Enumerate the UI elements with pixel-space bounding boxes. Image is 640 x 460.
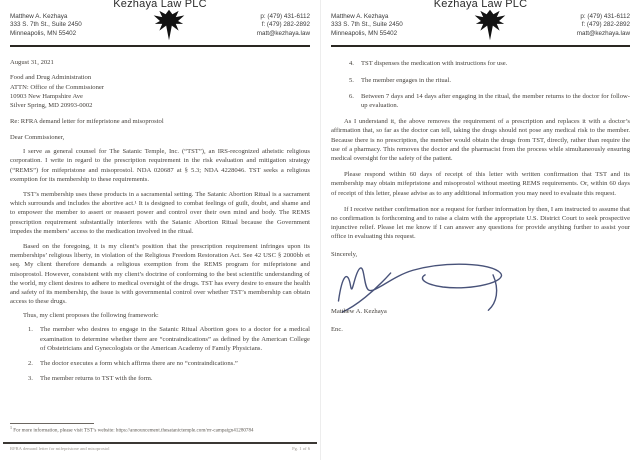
- letterhead: [331, 0, 630, 47]
- email-address: matt@kezhaya.law: [256, 29, 310, 37]
- letterhead-rule: [331, 45, 630, 47]
- address-line-2: Minneapolis, MN 55402: [331, 29, 398, 37]
- firm-name: Kezhaya Law PLC: [433, 0, 528, 10]
- address-line-1: 333 S. 7th St., Suite 2450: [10, 21, 82, 29]
- enclosure-notation: Enc.: [331, 325, 343, 333]
- list-number: 2.: [28, 359, 33, 367]
- email-address: matt@kezhaya.law: [576, 29, 630, 37]
- fax-number: f: (479) 282-2892: [261, 21, 310, 29]
- footnote-url: https://announcement.thesatanictemple.com/rrr-campaign41280784: [115, 428, 254, 434]
- phone-number: p: (479) 431-6112: [260, 13, 310, 20]
- letterhead-attorney-block: [331, 13, 403, 38]
- signature: [331, 260, 630, 314]
- page-footer: [10, 446, 310, 451]
- list-text: The doctor executes a form which affirms there are no “contraindications.”: [40, 359, 238, 367]
- body-paragraph: I serve as general counsel for The Satanic Temple, Inc. (“TST”), an IRS-recognized atheistic religious corporation. I write in regard to the prescription requirement in the risk evaluation and mitigation strategy (“REMS”) for mifepristone and misoprostol. NDA 020687 at § 5.3; NDA 4228046. TST seeks a religious exemption for its membership to these requirements.: [10, 148, 310, 183]
- letterhead-attorney-block: [10, 13, 82, 38]
- list-item: [349, 59, 630, 68]
- phone-number: p: (479) 431-6112: [580, 13, 630, 20]
- list-text: The member engages in the ritual.: [361, 76, 452, 84]
- fax-number: f: (479) 282-2892: [581, 21, 630, 29]
- recipient-line: Food and Drug Administration: [10, 74, 92, 82]
- signer-name: Matthew A. Kezhaya: [331, 307, 387, 315]
- body-paragraph: As I understand it, the above removes the requirement of a prescription and replaces it with a doctor’s affirmation that, so far as the doctor can tell, taking the drugs should not pose any medical risk to the member. Because there is no prescription, the member would obtain the drugs from TST, directly, rather than require the use of a pharmacy. This removes the doctor and the pharmacist from the process while simultaneously ensuring medical oversight for the safety of the patient.: [331, 118, 630, 162]
- list-text: TST dispenses the medication with instructions for use.: [361, 60, 508, 68]
- list-item: [349, 92, 630, 110]
- footnote-marker: 1: [10, 425, 12, 431]
- footnote-text: For more information, please visit TST’s website:: [13, 428, 115, 434]
- recipient-line: ATTN: Office of the Commissioner: [10, 83, 105, 91]
- list-item: [349, 76, 630, 85]
- body-paragraph: If I receive neither confirmation nor a request for further information by then, I am instructed to assume that no confirmation is forthcoming and to raise a claim with the appropriate U.S. District Court to seek prospective injunctive relief. Please let me know if I can answer any questions for provide anything further to assist your office in evaluating this request.: [331, 205, 630, 241]
- recipient-address: [10, 73, 310, 110]
- letterhead-rule: [10, 45, 310, 47]
- eagle-logo-icon: [152, 9, 186, 44]
- eagle-logo-icon: [473, 9, 507, 44]
- letterhead-contact-block: [257, 13, 310, 38]
- letterhead-contact-block: [577, 13, 630, 38]
- framework-intro: Thus, my client proposes the following framework:: [23, 312, 159, 320]
- body-paragraph: Please respond within 60 days of receipt of this letter with written confirmation that TST and its membership may obtain mifepristone and misoprostol without meeting REMS requirements. Or, within 60 days of receipt of this letter, please advise as to any additional information you may need to evaluate this request.: [331, 171, 630, 197]
- list-item: [28, 325, 310, 353]
- letterhead: [10, 0, 310, 47]
- list-text: Between 7 days and 14 days after engaging in the ritual, the member returns to the doctor for follow-up evaluation.: [361, 92, 630, 109]
- list-number: 1.: [28, 326, 33, 334]
- footer-left-text: RFRA demand letter for mifepristone and misoprostol: [10, 446, 110, 451]
- body-paragraph: Based on the foregoing, it is my client’s position that the prescription requirement infringes upon its memberships’ religious liberty, in violation of the Religious Freedom Restoration Act. See 42 USC § 2000bb et seq. My client therefore demands a religious exemption from the REMS program for mifepristone and misoprostol. However, consistent with my client’s doctrine of conforming to the best scientific understanding of the world, my client desires to adhere to medical oversight of the drugs. TST has every desire to ensure the health and safety of its membership, the issue is with governmental control over whether TST’s membership can obtain access to these drugs.: [10, 242, 310, 306]
- firm-name: Kezhaya Law PLC: [113, 0, 207, 10]
- body-paragraph: TST’s membership uses these products in a sacramental setting. The Satanic Abortion Ritual is a sacrament which surrounds and includes the abortive act.¹ It is designed to combat feelings of guilt, doubt, and shame and to empower the member to assert or reassert power and control over their own mind and body. The REMS prescription requirement substantially interferes with the Satanic Abortion Ritual because the Government impedes the members’ access to the medication involved in the ritual.: [10, 190, 310, 235]
- list-number: 5.: [349, 76, 354, 84]
- list-item: [28, 374, 310, 383]
- list-number: 3.: [28, 375, 33, 383]
- list-item: [28, 359, 310, 368]
- letter-date: August 31, 2021: [10, 59, 54, 67]
- address-line-1: 333 S. 7th St., Suite 2450: [331, 21, 403, 29]
- attorney-name: Matthew A. Kezhaya: [331, 13, 389, 20]
- attorney-name: Matthew A. Kezhaya: [10, 13, 68, 20]
- re-line: Re: RFRA demand letter for mifepristone and misoprostol: [10, 118, 164, 126]
- list-number: 6.: [349, 92, 354, 100]
- recipient-line: 10903 New Hampshire Ave: [10, 92, 83, 100]
- footnote: [10, 424, 310, 435]
- closing: Sincerely,: [331, 250, 358, 258]
- page-footer-rule: [3, 442, 317, 444]
- salutation: Dear Commissioner,: [10, 134, 65, 142]
- list-text: The member who desires to engage in the Satanic Ritual Abortion goes to a doctor for a medical examination to determine whether there are “contraindications” as defined by the American College of Obstetricians and Gynecologists or the American Academy of Family Physicians.: [40, 326, 310, 352]
- address-line-2: Minneapolis, MN 55402: [10, 29, 77, 37]
- letter-page-2: [320, 0, 640, 460]
- recipient-line: Silver Spring, MD 20993-0002: [10, 101, 93, 109]
- list-text: The member returns to TST with the form.: [40, 375, 153, 383]
- footer-page-number: Pg. 1 of 6: [292, 446, 310, 451]
- list-number: 4.: [349, 60, 354, 68]
